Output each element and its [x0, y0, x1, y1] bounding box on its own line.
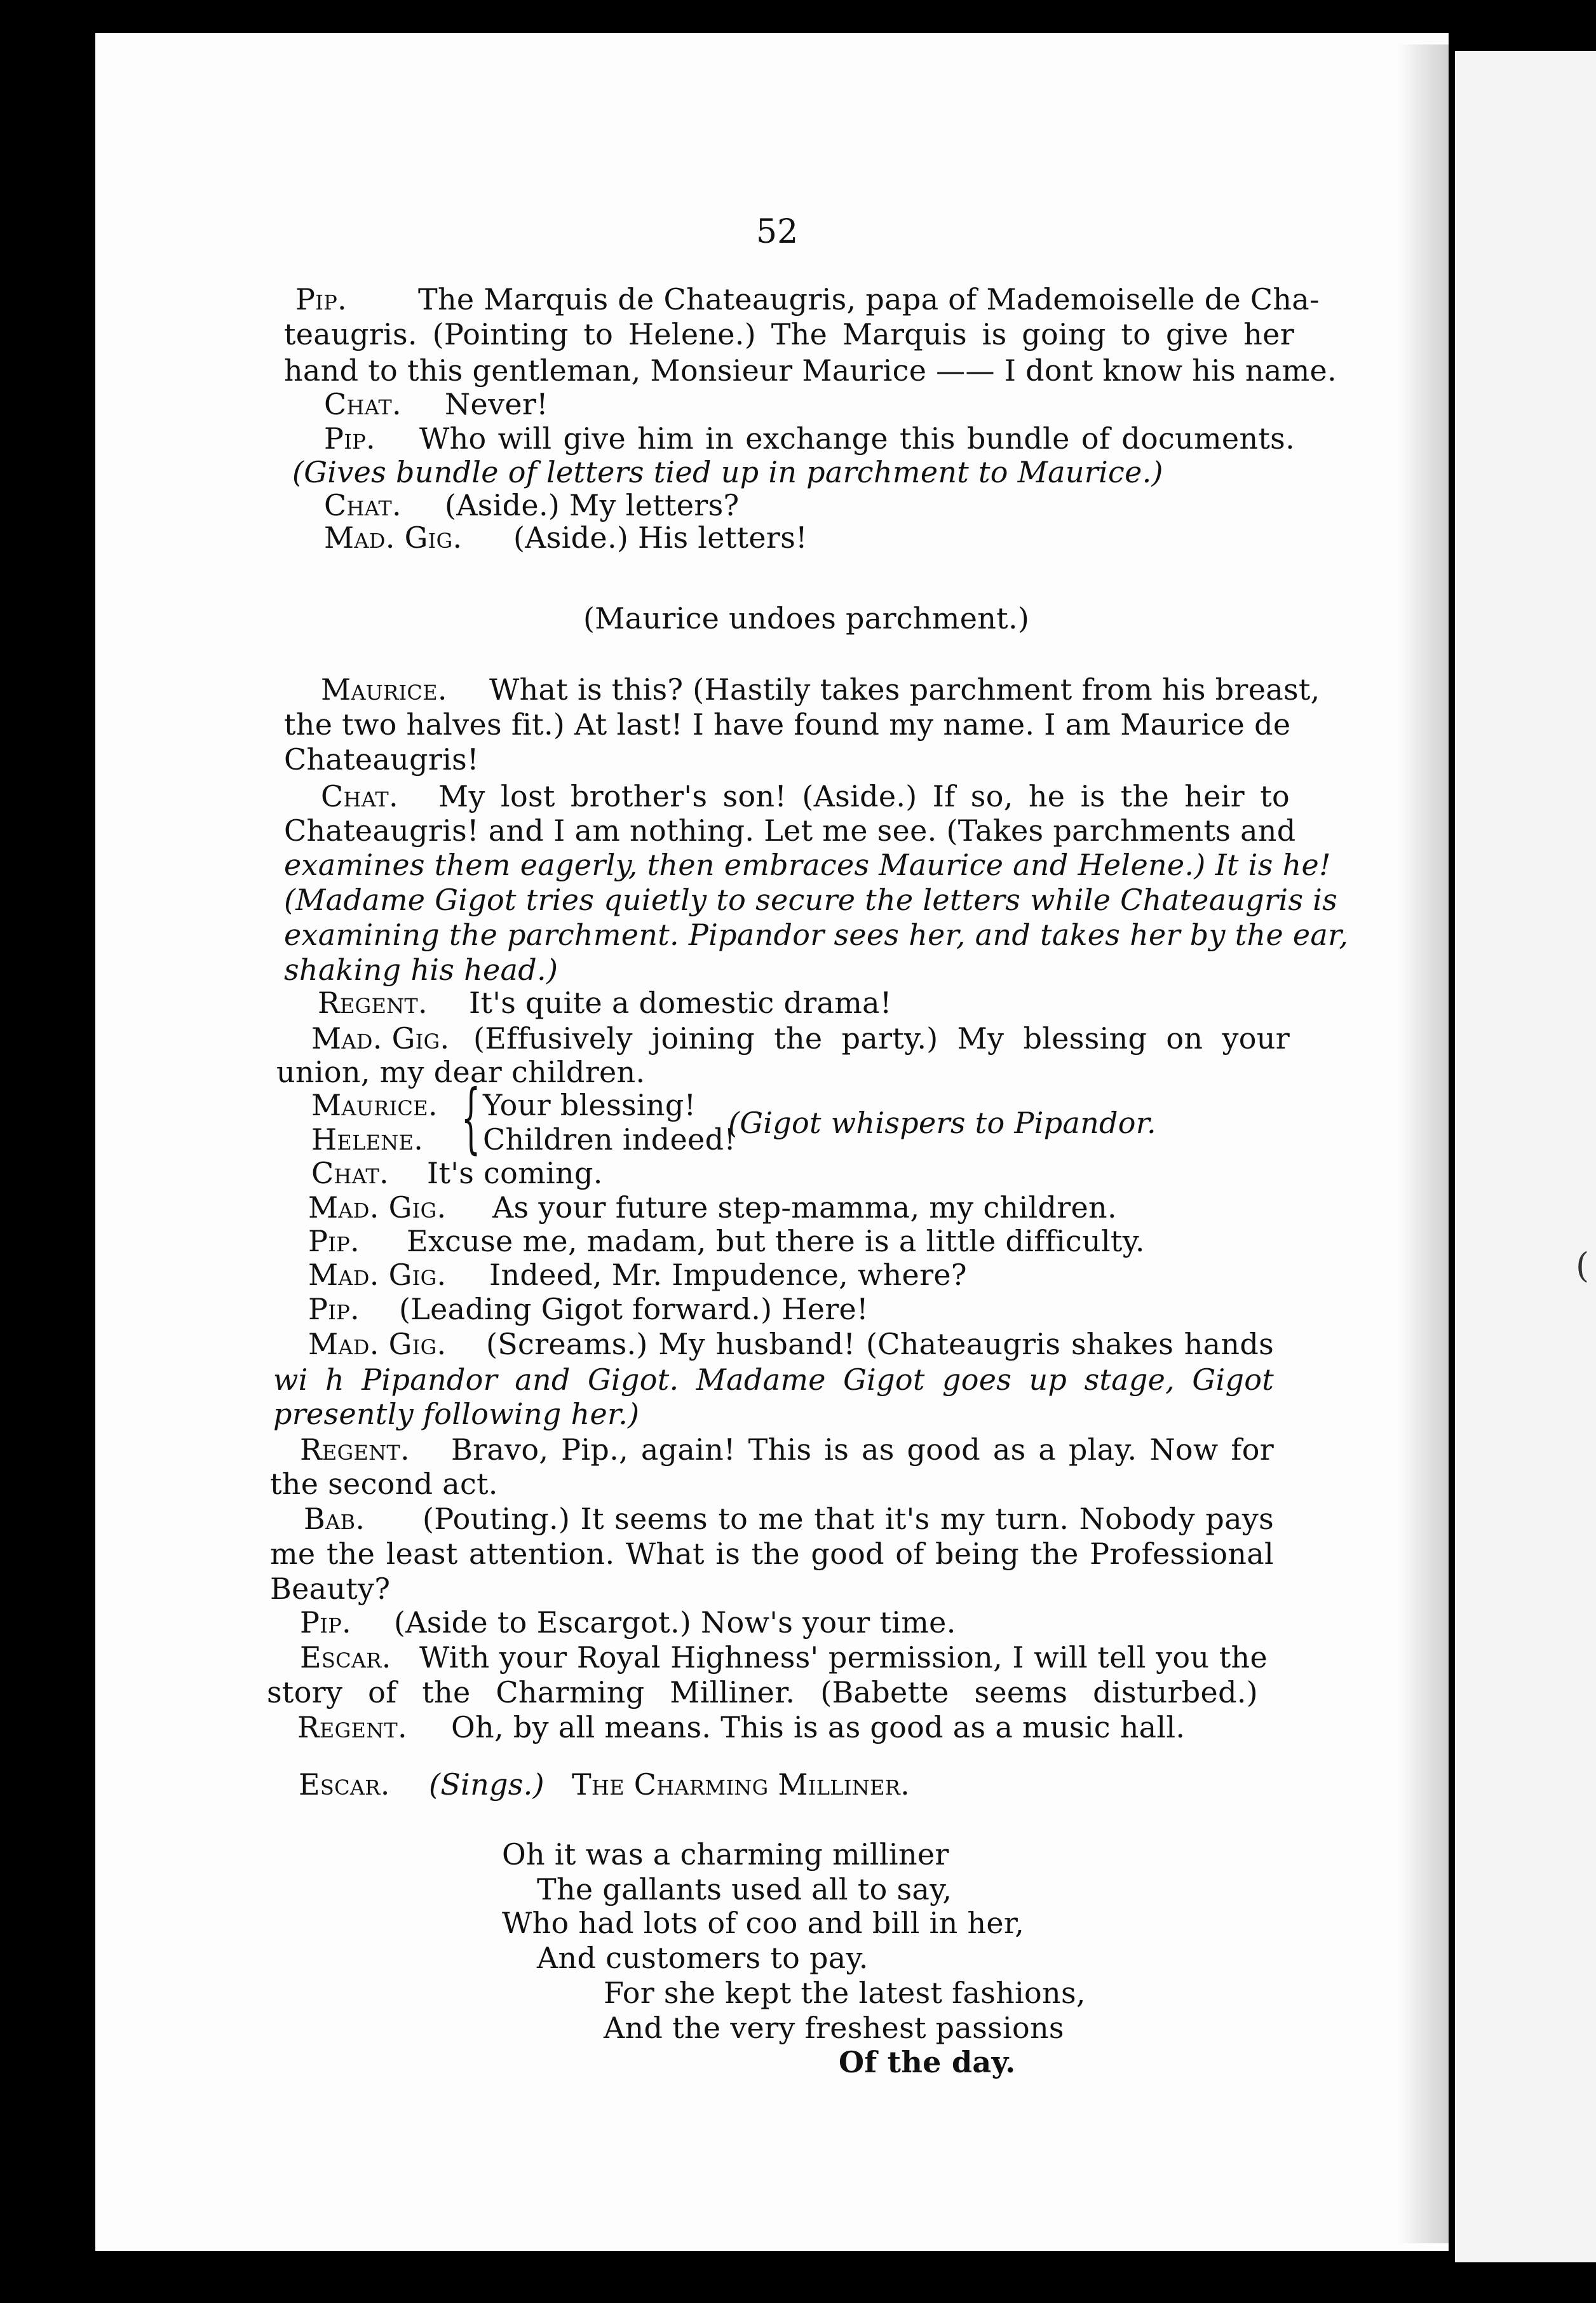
- verse-line: The gallants used all to say,: [537, 1872, 952, 1906]
- stage-direction: examines them eagerly, then embraces Maurice and Helene.) It is he!: [284, 848, 1331, 882]
- dialogue-line: As your future step-mamma, my children.: [492, 1190, 1117, 1225]
- dialogue-line: Chateaugris! and I am nothing. Let me see. (Takes parchments and: [284, 813, 1296, 848]
- stage-direction: (Sings.): [429, 1767, 544, 1802]
- speaker-label: Chat.: [321, 779, 398, 813]
- speaker-label: Mad. Gig.: [311, 1021, 450, 1056]
- verse-line: For she kept the latest fashions,: [604, 1976, 1086, 2010]
- dialogue-line: me the least attention. What is the good of being the Professional: [270, 1537, 1274, 1571]
- stage-direction: (Madame Gigot tries quietly to secure the letters while Chateaugris is: [284, 883, 1338, 917]
- dialogue-line: hand to this gentleman, Monsieur Maurice —— I dont know his name.: [284, 353, 1337, 388]
- dialogue-line: (Pouting.) It seems to me that it's my turn. Nobody pays: [423, 1502, 1274, 1536]
- speaker-label: Mad. Gig.: [308, 1327, 447, 1361]
- brace: {: [461, 1074, 481, 1162]
- dialogue-line: Bravo, Pip., again! This is as good as a play. Now for: [451, 1432, 1274, 1467]
- speaker-label: Maurice.: [321, 672, 447, 707]
- dialogue-line: The Marquis de Chateaugris, papa of Mademoiselle de Cha-: [418, 282, 1320, 316]
- speaker-label: Pip.: [300, 1605, 351, 1640]
- dialogue-line: It's quite a domestic drama!: [469, 986, 892, 1020]
- speaker-label: Chat.: [324, 488, 402, 522]
- speaker-label: Mad. Gig.: [308, 1258, 447, 1292]
- song-title: The Charming Milliner.: [572, 1767, 910, 1802]
- dialogue-line: (Leading Gigot forward.) Here!: [399, 1292, 869, 1326]
- dialogue-line: Beauty?: [270, 1572, 391, 1606]
- speaker-label: Escar.: [300, 1640, 391, 1675]
- page-gutter-shadow: [1398, 44, 1449, 2243]
- speaker-label: Bab.: [304, 1502, 365, 1536]
- dialogue-line: (Screams.) My husband! (Chateaugris shakes hands: [486, 1327, 1274, 1361]
- stage-direction: shaking his head.): [284, 953, 558, 987]
- dialogue-line: Never!: [445, 387, 548, 421]
- dialogue-line: Oh, by all means. This is as good as a music hall.: [451, 1710, 1186, 1744]
- speaker-label: Mad. Gig.: [308, 1190, 447, 1225]
- stage-direction-centered: (Maurice undoes parchment.): [583, 601, 1030, 635]
- speaker-label: Escar.: [299, 1767, 390, 1802]
- dialogue-line: What is this? (Hastily takes parchment from his breast,: [489, 672, 1320, 707]
- speaker-label: Maurice.: [311, 1088, 438, 1122]
- dialogue-line: (Aside.) My letters?: [445, 488, 740, 522]
- dialogue-line: story of the Charming Milliner. (Babette seems disturbed.): [267, 1675, 1258, 1709]
- speaker-label: Regent.: [318, 986, 428, 1020]
- dialogue-line: Chateaugris!: [284, 742, 479, 777]
- speaker-label: Chat.: [324, 387, 402, 421]
- speaker-label: Pip.: [308, 1292, 360, 1326]
- stage-direction: (Gigot whispers to Pipandor.: [728, 1106, 1156, 1140]
- verse-line: Of the day.: [839, 2045, 1016, 2079]
- facing-page-edge: [1455, 51, 1596, 2262]
- speaker-label: Pip.: [308, 1224, 360, 1258]
- dialogue-line: union, my dear children.: [276, 1055, 646, 1089]
- speaker-label: Regent.: [300, 1432, 410, 1467]
- speaker-label: Pip.: [295, 282, 347, 316]
- stage-direction: (Gives bundle of letters tied up in parchment to Maurice.): [292, 455, 1163, 489]
- dialogue-line: My lost brother's son! (Aside.) If so, he is the heir to: [438, 779, 1290, 813]
- verse-line: And the very freshest passions: [604, 2011, 1064, 2045]
- verse-line: Who had lots of coo and bill in her,: [502, 1906, 1025, 1940]
- stage-direction: examining the parchment. Pipandor sees her, and takes her by the ear,: [284, 918, 1349, 952]
- dialogue-line: (Aside to Escargot.) Now's your time.: [394, 1605, 956, 1640]
- dialogue-line: Children indeed!: [483, 1122, 736, 1157]
- dialogue-line: Excuse me, madam, but there is a little difficulty.: [407, 1224, 1145, 1258]
- dialogue-line: the two halves fit.) At last! I have found my name. I am Maurice de: [284, 707, 1291, 742]
- verse-line: Oh it was a charming milliner: [502, 1837, 949, 1872]
- dialogue-line: (Effusively joining the party.) My blessing on your: [473, 1021, 1290, 1056]
- dialogue-line: Your blessing!: [483, 1088, 696, 1122]
- speaker-label: Regent.: [297, 1710, 407, 1744]
- verse-line: And customers to pay.: [537, 1941, 869, 1975]
- dialogue-line: With your Royal Highness' permission, I will tell you the: [419, 1640, 1268, 1675]
- speaker-label: Chat.: [311, 1156, 389, 1190]
- speaker-label: Mad. Gig.: [324, 520, 463, 555]
- stage-direction: presently following her.): [273, 1397, 640, 1431]
- speaker-label: Helene.: [311, 1122, 424, 1157]
- dialogue-line: It's coming.: [427, 1156, 603, 1190]
- dialogue-line: Indeed, Mr. Impudence, where?: [489, 1258, 967, 1292]
- dialogue-line: Who will give him in exchange this bundle of documents.: [419, 421, 1295, 456]
- facing-page-glyph: (: [1576, 1246, 1590, 1286]
- dialogue-line: the second act.: [270, 1467, 498, 1501]
- speaker-label: Pip.: [324, 421, 375, 456]
- stage-direction: wi h Pipandor and Gigot. Madame Gigot goes up stage, Gigot: [273, 1362, 1274, 1397]
- dialogue-line: (Aside.) His letters!: [513, 520, 808, 555]
- page-number: 52: [756, 213, 799, 251]
- dialogue-line: teaugris. (Pointing to Helene.) The Marquis is going to give her: [284, 317, 1294, 351]
